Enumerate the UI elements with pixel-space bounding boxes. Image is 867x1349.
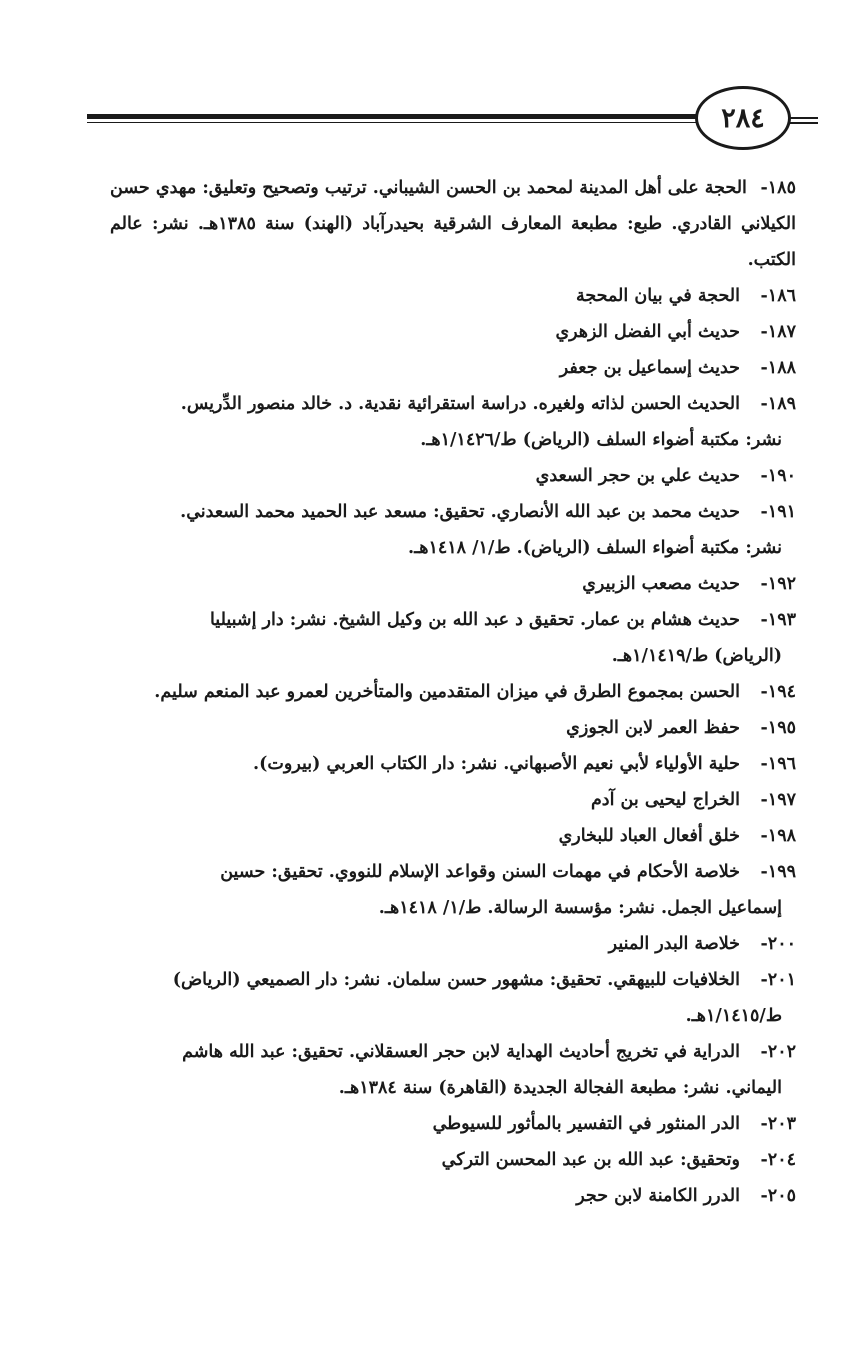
entry-text: خلاصة الأحكام في مهمات السنن وقواعد الإسلام للنووي. تحقيق: حسين: [220, 862, 740, 882]
entry-text: الحجة على أهل المدينة لمحمد بن الحسن الشيباني. ترتيب وتصحيح وتعليق: مهدي حسن الكيلاني القادري. طبع: مطبعة المعارف الشرقية بحيدرآباد (الهند) سنة ١٣٨٥هـ. نشر: عالم الكتب.: [110, 178, 797, 270]
list-item: [110, 710, 796, 746]
entry-text: الدراية في تخريج أحاديث الهداية لابن حجر العسقلاني. تحقيق: عبد الله هاشم: [182, 1042, 740, 1062]
entry-number: ١٨٨-: [760, 358, 796, 378]
entry-number: ١٩٥-: [760, 718, 796, 738]
entry-text: الحسن بمجموع الطرق في ميزان المتقدمين والمتأخرين لعمرو عبد المنعم سليم.: [154, 682, 740, 702]
entry-continuation: إسماعيل الجمل. نشر: مؤسسة الرسالة. ط/١/ ١٤١٨هـ.: [378, 898, 782, 918]
list-item: [110, 278, 796, 314]
entry-text: حلية الأولياء لأبي نعيم الأصبهاني. نشر: دار الكتاب العربي (بيروت).: [253, 754, 740, 774]
entry-number: ٢٠٣-: [760, 1114, 796, 1134]
entry-text: الحديث الحسن لذاته ولغيره. دراسة استقرائية نقدية. د. خالد منصور الدِّريس.: [180, 394, 740, 414]
entry-number: ١٩٩-: [760, 862, 796, 882]
entry-number: ٢٠٠-: [760, 934, 796, 954]
page-number: ٢٨٤: [721, 102, 765, 134]
entry-number: ٢٠١-: [760, 970, 796, 990]
list-item: [110, 746, 796, 782]
entry-number: ١٨٧-: [760, 322, 796, 342]
entry-continuation: ط/١/١٤١٥هـ.: [685, 1006, 782, 1026]
entry-text: حديث أبي الفضل الزهري: [555, 322, 740, 342]
list-item: [110, 602, 796, 674]
entry-text: الخلافيات للبيهقي. تحقيق: مشهور حسن سلمان. نشر: دار الصميعي (الرياض): [172, 970, 740, 990]
list-item: [110, 170, 796, 278]
list-item: [110, 458, 796, 494]
list-item: [110, 1142, 796, 1178]
list-item: [110, 1106, 796, 1142]
list-item: [110, 854, 796, 926]
header-rule-thin: [87, 122, 697, 123]
entry-text: الحجة في بيان المحجة: [575, 286, 740, 306]
page-number-badge: [695, 86, 791, 150]
entry-text: الدر المنثور في التفسير بالمأثور للسيوطي: [432, 1114, 740, 1134]
header-rule-right-top: [790, 117, 818, 119]
entry-number: ٢٠٥-: [760, 1186, 796, 1206]
list-item: [110, 1034, 796, 1106]
list-item: [110, 566, 796, 602]
entry-text: خلاصة البدر المنير: [608, 934, 740, 954]
list-item: [110, 818, 796, 854]
list-item: [110, 314, 796, 350]
entry-number: ١٨٩-: [760, 394, 796, 414]
list-item: [110, 926, 796, 962]
bibliography-list: [110, 170, 796, 1214]
entry-text: الخراج ليحيى بن آدم: [590, 790, 740, 810]
entry-text: حفظ العمر لابن الجوزي: [566, 718, 740, 738]
entry-number: ٢٠٤-: [760, 1150, 796, 1170]
page-header: [0, 0, 867, 160]
entry-number: ١٩٨-: [760, 826, 796, 846]
list-item: [110, 1178, 796, 1214]
entry-text: وتحقيق: عبد الله بن عبد المحسن التركي: [441, 1150, 740, 1170]
list-item: [110, 962, 796, 1034]
entry-number: ١٩٦-: [760, 754, 796, 774]
entry-text: خلق أفعال العباد للبخاري: [558, 826, 740, 846]
list-item: [110, 350, 796, 386]
entry-text: حديث هشام بن عمار. تحقيق د عبد الله بن وكيل الشيخ. نشر: دار إشبيليا: [209, 610, 740, 630]
entry-number: ١٩٧-: [760, 790, 796, 810]
entry-text: حديث مصعب الزبيري: [582, 574, 740, 594]
entry-number: ١٩٢-: [760, 574, 796, 594]
entry-number: ١٩٠-: [760, 466, 796, 486]
entry-text: حديث محمد بن عبد الله الأنصاري. تحقيق: مسعد عبد الحميد محمد السعدني.: [180, 502, 740, 522]
entry-continuation: (الرياض) ط/١/١٤١٩هـ.: [611, 646, 782, 666]
list-item: [110, 386, 796, 458]
list-item: [110, 782, 796, 818]
entry-text: الدرر الكامنة لابن حجر: [576, 1186, 740, 1206]
entry-number: ١٩١-: [760, 502, 796, 522]
entry-number: ١٩٤-: [760, 682, 796, 702]
header-rule-thick: [87, 114, 697, 119]
header-rule-right-bottom: [790, 122, 818, 124]
entry-text: حديث علي بن حجر السعدي: [535, 466, 740, 486]
entry-number: ١٨٥-: [760, 178, 796, 198]
entry-number: ١٩٣-: [760, 610, 796, 630]
entry-continuation: نشر: مكتبة أضواء السلف (الرياض) ط/١/١٤٢٦هـ.: [420, 430, 782, 450]
list-item: [110, 494, 796, 566]
entry-number: ١٨٦-: [760, 286, 796, 306]
list-item: [110, 674, 796, 710]
entry-continuation: نشر: مكتبة أضواء السلف (الرياض). ط/١/ ١٤١٨هـ.: [407, 538, 782, 558]
entry-text: حديث إسماعيل بن جعفر: [559, 358, 740, 378]
entry-continuation: اليماني. نشر: مطبعة الفجالة الجديدة (القاهرة) سنة ١٣٨٤هـ.: [338, 1078, 782, 1098]
entry-number: ٢٠٢-: [760, 1042, 796, 1062]
